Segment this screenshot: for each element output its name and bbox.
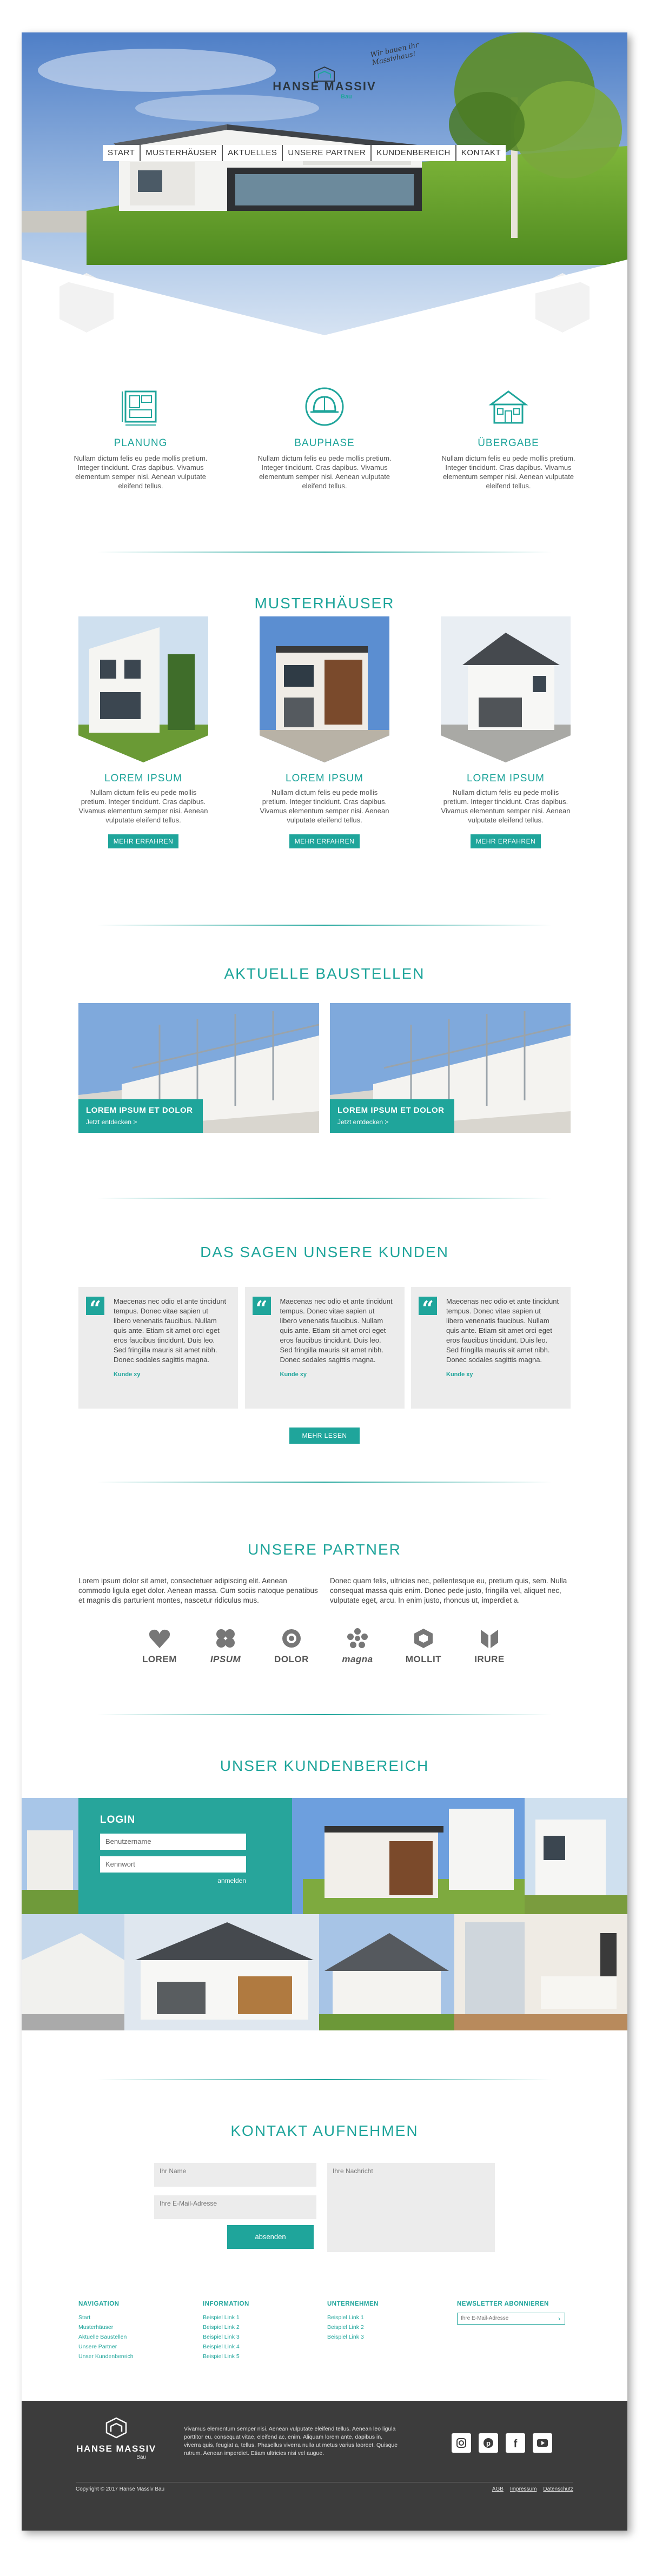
copyright: Copyright © 2017 Hanse Massiv Bau	[76, 2486, 165, 2492]
partner-name: IRURE	[474, 1654, 505, 1664]
newsletter-placeholder: Ihre E-Mail-Adresse	[461, 2315, 509, 2321]
kundenbereich-title: UNSER KUNDENBEREICH	[220, 1757, 429, 1774]
baustelle-title: LOREM IPSUM ET DOLOR	[337, 1106, 445, 1115]
contact-form	[154, 2163, 495, 2266]
testimonials	[78, 1287, 571, 1409]
login-link[interactable]: anmelden	[217, 1877, 246, 1884]
partner-text-right: Donec quam felis, ultricies nec, pellentesque eu, pretium quis, sem. Nulla consequat massa quis enim. Donec pede justo, fringilla vel, aliquet nec, vulputate eget, arcu. In enim justo, rhoncus ut, imperdiet a.	[330, 1577, 567, 1604]
helmet-icon	[302, 384, 347, 429]
nav-kontakt[interactable]: KONTAKT	[461, 148, 501, 157]
ring-logo-icon	[280, 1628, 303, 1649]
feature-text: Nullam dictum felis eu pede mollis pretium. Integer tincidunt. Cras dapibus. Vivamus elementum semper nisi. Aenean vulputate eleifend tellus.	[257, 454, 392, 490]
impressum-link[interactable]: Impressum	[509, 2486, 537, 2492]
house-text: Nullam dictum felis eu pede mollis pretium. Integer tincidunt. Cras dapibus. Vivamus elementum semper nisi. Aenean vulputate eleifend tellus.	[78, 788, 208, 824]
heart-logo-icon	[148, 1628, 171, 1649]
footer-link[interactable]: Beispiel Link 2	[327, 2324, 364, 2331]
brand-name: HANSE MASSIV	[273, 79, 376, 93]
testimonial-text: Maecenas nec odio et ante tincidunt tempus. Donec vitae sapien ut libero venenatis faucibus. Nullam quis ante. Etiam sit amet orci eget eros faucibus tincidunt. Duis leo. Sed fringilla mauris sit amet nibh. Donec sodales sagittis magna.	[114, 1297, 227, 1364]
partner-logo[interactable]	[396, 1628, 451, 1665]
footer-link[interactable]: Unser Kundenbereich	[78, 2353, 134, 2360]
testimonial-author: Kunde xy	[280, 1371, 307, 1378]
baustelle-card[interactable]	[330, 1003, 571, 1133]
partner-name: magna	[342, 1654, 373, 1664]
testimonial-text: Maecenas nec odio et ante tincidunt tempus. Donec vitae sapien ut libero venenatis faucibus. Nullam quis ante. Etiam sit amet orci eget eros faucibus tincidunt. Duis leo. Sed fringilla mauris sit amet nibh. Donec sodales sagittis magna.	[446, 1297, 559, 1364]
footer-brand-name: HANSE MASSIV	[76, 2444, 156, 2454]
footer-link[interactable]: Beispiel Link 3	[327, 2334, 364, 2340]
partner-title: UNSERE PARTNER	[248, 1541, 401, 1558]
divider	[97, 925, 552, 926]
partner-name: LOREM	[142, 1654, 177, 1664]
musterhaeuser-title: MUSTERHÄUSER	[254, 595, 395, 612]
mehr-erfahren-button[interactable]: MEHR ERFAHREN	[471, 834, 541, 848]
quote-icon: “	[253, 1297, 271, 1315]
leaf-logo-icon	[478, 1628, 501, 1649]
svg-text:p: p	[486, 2439, 491, 2447]
brand-sub: Bau	[341, 94, 352, 100]
entdecken-link[interactable]: Jetzt entdecken >	[86, 1118, 137, 1126]
quote-icon: “	[419, 1297, 437, 1315]
agb-link[interactable]: AGB	[492, 2486, 504, 2492]
partner-logo[interactable]	[462, 1628, 516, 1665]
nav-aktuelles[interactable]: AKTUELLES	[223, 145, 283, 161]
footer-col-navigation	[78, 2301, 134, 2361]
partner-name: MOLLIT	[405, 1654, 442, 1664]
partner-name: IPSUM	[210, 1654, 241, 1664]
main-nav	[103, 145, 506, 161]
flower-logo-icon	[346, 1628, 369, 1649]
quote-icon: “	[86, 1297, 104, 1315]
kunden-title: DAS SAGEN UNSERE KUNDEN	[200, 1244, 449, 1260]
footer-logo[interactable]	[76, 2417, 157, 2460]
password-input[interactable]: Kennwort	[100, 1856, 246, 1873]
youtube-icon[interactable]	[533, 2433, 552, 2453]
kontakt-title: KONTAKT AUFNEHMEN	[230, 2122, 419, 2139]
footer-link[interactable]: Start	[78, 2314, 91, 2321]
testimonial-author: Kunde xy	[114, 1371, 141, 1378]
feature-bauphase	[249, 384, 400, 490]
feature-text: Nullam dictum felis eu pede mollis pretium. Integer tincidunt. Cras dapibus. Vivamus elementum semper nisi. Aenean vulputate eleifend tellus.	[74, 454, 208, 490]
feature-title: BAUPHASE	[294, 437, 355, 449]
footer-col-newsletter	[457, 2301, 565, 2325]
mehr-lesen-button[interactable]: MEHR LESEN	[289, 1428, 360, 1444]
partner-logo[interactable]	[330, 1628, 385, 1665]
footer-link[interactable]: Beispiel Link 3	[203, 2334, 240, 2340]
footer	[22, 2401, 627, 2531]
footer-link[interactable]: Beispiel Link 2	[203, 2324, 240, 2331]
house-text: Nullam dictum felis eu pede mollis pretium. Integer tincidunt. Cras dapibus. Vivamus elementum semper nisi. Aenean vulputate eleifend tellus.	[441, 788, 571, 824]
pinterest-icon[interactable]	[479, 2433, 498, 2453]
house-card	[441, 616, 571, 848]
message-textarea[interactable]: Ihre Nachricht	[327, 2163, 495, 2252]
baustelle-caption	[78, 1099, 203, 1133]
baustelle-caption	[330, 1099, 454, 1133]
partner-logo[interactable]	[133, 1628, 187, 1665]
login-box	[78, 1798, 292, 1914]
divider	[97, 1714, 552, 1715]
name-input[interactable]: Ihr Name	[154, 2163, 316, 2187]
username-input[interactable]: Benutzername	[100, 1834, 246, 1850]
feature-planung	[65, 384, 216, 490]
send-button[interactable]: absenden	[227, 2225, 314, 2249]
instagram-icon[interactable]	[452, 2433, 471, 2453]
footer-col-title: UNTERNEHMEN	[327, 2301, 379, 2307]
legal-links	[492, 2486, 573, 2492]
social-links	[452, 2433, 552, 2453]
baustelle-card[interactable]	[78, 1003, 319, 1133]
footer-brand-sub: Bau	[136, 2454, 146, 2460]
house-text: Nullam dictum felis eu pede mollis pretium. Integer tincidunt. Cras dapibus. Vivamus elementum semper nisi. Aenean vulputate eleifend tellus.	[260, 788, 389, 824]
partner-logos	[133, 1628, 516, 1665]
footer-col-unternehmen	[327, 2301, 379, 2342]
baustellen-title: AKTUELLE BAUSTELLEN	[224, 965, 425, 982]
footer-link[interactable]: Beispiel Link 5	[203, 2353, 240, 2360]
partner-logo[interactable]	[198, 1628, 253, 1665]
divider	[97, 2079, 552, 2080]
footer-link[interactable]: Aktuelle Baustellen	[78, 2334, 127, 2340]
entdecken-link[interactable]: Jetzt entdecken >	[337, 1118, 389, 1126]
feature-text: Nullam dictum felis eu pede mollis pretium. Integer tincidunt. Cras dapibus. Vivamus elementum semper nisi. Aenean vulputate eleifend tellus.	[441, 454, 575, 490]
house-title: LOREM IPSUM	[104, 773, 183, 784]
baustelle-title: LOREM IPSUM ET DOLOR	[86, 1106, 193, 1115]
page	[22, 32, 627, 2531]
mehr-erfahren-button[interactable]: MEHR ERFAHREN	[289, 834, 360, 848]
facebook-icon[interactable]	[506, 2433, 525, 2453]
hero	[22, 32, 627, 379]
house-image[interactable]	[78, 616, 208, 762]
divider	[97, 1198, 552, 1199]
mehr-erfahren-button[interactable]: MEHR ERFAHREN	[108, 834, 179, 848]
feature-uebergabe	[433, 384, 584, 490]
testimonial	[245, 1287, 405, 1409]
feature-title: ÜBERGABE	[478, 437, 539, 449]
house-title: LOREM IPSUM	[285, 773, 364, 784]
house-image[interactable]	[260, 616, 389, 762]
clover-logo-icon	[214, 1628, 237, 1649]
footer-link[interactable]: Beispiel Link 1	[203, 2314, 240, 2321]
baustellen-list	[78, 1003, 571, 1133]
divider	[97, 552, 552, 553]
musterhaeuser-list	[78, 616, 571, 848]
nav-musterhaeuser[interactable]: MUSTERHÄUSER	[141, 145, 223, 161]
feature-title: PLANUNG	[114, 437, 168, 449]
house-card	[78, 616, 208, 848]
footer-link[interactable]: Musterhäuser	[78, 2324, 114, 2331]
partner-logo[interactable]	[264, 1628, 319, 1665]
testimonial-text: Maecenas nec odio et ante tincidunt tempus. Donec vitae sapien ut libero venenatis faucibus. Nullam quis ante. Etiam sit amet orci eget eros faucibus tincidunt. Duis leo. Sed fringilla mauris sit amet nibh. Donec sodales sagittis magna.	[280, 1297, 393, 1364]
footer-link[interactable]: Beispiel Link 1	[327, 2314, 364, 2321]
nav-start[interactable]: START	[103, 145, 141, 161]
house-title: LOREM IPSUM	[466, 773, 545, 784]
svg-text:f: f	[513, 2438, 518, 2450]
partner-name: DOLOR	[274, 1654, 309, 1664]
footer-col-title: NAVIGATION	[78, 2301, 120, 2307]
email-input[interactable]: Ihre E-Mail-Adresse	[154, 2195, 316, 2219]
partner-text-left: Lorem ipsum dolor sit amet, consectetuer adipiscing elit. Aenean commodo ligula eget dolor. Aenean massa. Cum sociis natoque penatibus et magnis dis parturient montes, nascetur ridiculus mus.	[78, 1577, 318, 1604]
nav-kundenbereich[interactable]: KUNDENBEREICH	[372, 145, 456, 161]
login-title: LOGIN	[100, 1814, 136, 1825]
nav-unsere-partner[interactable]: UNSERE PARTNER	[283, 145, 372, 161]
house-image[interactable]	[441, 616, 571, 762]
testimonial	[411, 1287, 571, 1409]
footer-text: Vivamus elementum semper nisi. Aenean vulputate eleifend tellus. Aenean leo ligula porttitor eu, consequat vitae, eleifend ac, enim. Aliquam lorem ante, dapibus in, viverra quis, feugiat a, tellus. Phasellus viverra nulla ut metus varius laoreet. Quisque rutrum. Aenean imperdiet. Etiam ultricies nisi vel augue.	[184, 2426, 398, 2457]
mehr-lesen-wrap	[22, 1428, 627, 1444]
house-icon	[486, 384, 531, 429]
logo[interactable]	[260, 62, 389, 105]
footer-link[interactable]: Beispiel Link 4	[203, 2343, 240, 2350]
newsletter-title: NEWSLETTER ABONNIEREN	[457, 2301, 549, 2307]
hexagon-logo-icon	[412, 1628, 435, 1649]
divider	[97, 1482, 552, 1483]
submit-arrow-icon[interactable]: ›	[558, 2315, 560, 2322]
house-card	[260, 616, 389, 848]
tagline: Wir bauen ihr Massivhaus!	[369, 41, 420, 68]
newsletter-input[interactable]	[457, 2313, 565, 2325]
footer-col-information	[203, 2301, 249, 2361]
footer-col-title: INFORMATION	[203, 2301, 249, 2307]
datenschutz-link[interactable]: Datenschutz	[543, 2486, 573, 2492]
footer-columns	[78, 2301, 571, 2371]
testimonial	[78, 1287, 238, 1409]
testimonial-author: Kunde xy	[446, 1371, 473, 1378]
footer-link[interactable]: Unsere Partner	[78, 2343, 117, 2350]
features	[65, 384, 584, 490]
logo-hexagon-icon	[104, 2417, 128, 2439]
blueprint-icon	[118, 384, 163, 429]
